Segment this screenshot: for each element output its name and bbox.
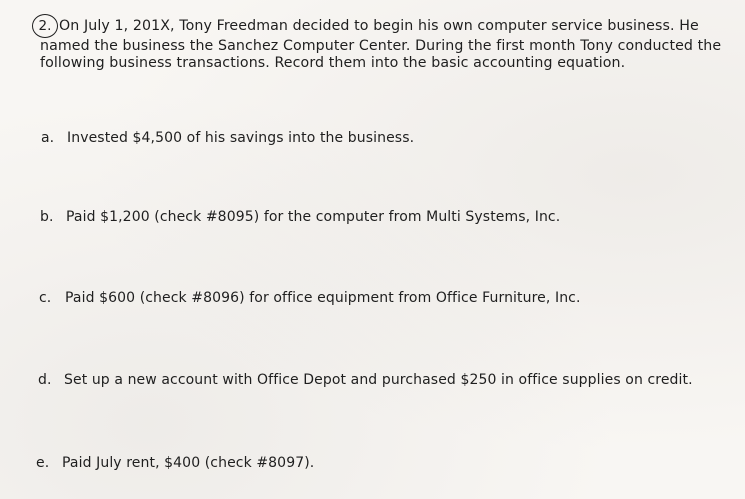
transaction-text: Paid $1,200 (check #8095) for the computer from Multi Systems, Inc. (66, 209, 561, 225)
transaction-item (39, 290, 581, 306)
transaction-label: e. (36, 455, 50, 471)
problem-statement (40, 14, 740, 72)
transaction-label: b. (40, 209, 54, 225)
problem-text: On July 1, 201X, Tony Freedman decided to begin his own computer service business. He named the business the Sanchez Computer Center. During the first month Tony conducted the following business transactions. Record them into the basic accounting equation. (40, 18, 722, 71)
transaction-label: c. (39, 290, 52, 306)
transaction-item (40, 209, 560, 225)
transaction-text: Paid $600 (check #8096) for office equipment from Office Furniture, Inc. (65, 290, 581, 306)
problem-number-circle: 2. (32, 14, 58, 38)
transaction-label: d. (38, 372, 52, 388)
transaction-text: Set up a new account with Office Depot and purchased $250 in office supplies on credit. (64, 372, 693, 388)
transaction-item (36, 455, 314, 471)
transaction-item (41, 130, 414, 146)
transaction-item (38, 372, 693, 388)
transaction-text: Paid July rent, $400 (check #8097). (62, 455, 315, 471)
transaction-text: Invested $4,500 of his savings into the business. (67, 130, 415, 146)
transaction-label: a. (41, 130, 55, 146)
